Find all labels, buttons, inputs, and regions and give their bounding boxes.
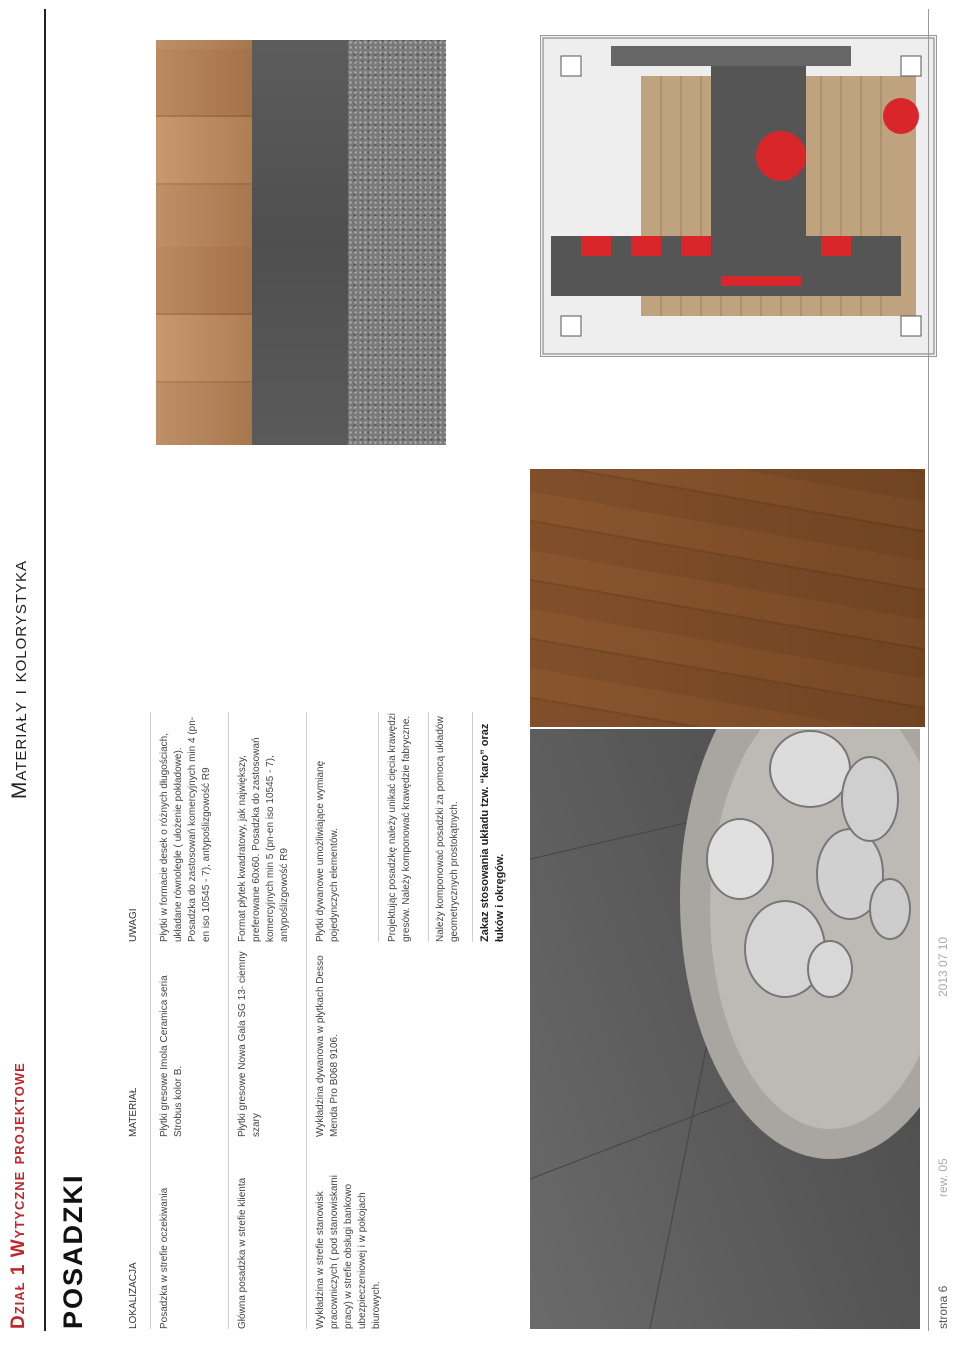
extra-note: Projektując posadzkę należy unikać cięcia krawędzi gresów. Należy komponować krawędzie fabryczne. bbox=[387, 712, 412, 942]
steel-pebble bbox=[870, 879, 910, 939]
steel-pebble bbox=[808, 941, 852, 997]
notes-cell: Płytki dywanowe umożliwiające wymianę pojedynczych elementów. bbox=[315, 760, 340, 942]
steel-pebble bbox=[707, 819, 773, 899]
revision-date: 2013 07 10 bbox=[936, 936, 950, 997]
notes-cell: Płytki w formacie desek o różnych długościach, układane równolegle ( ułożenie pokładowe). Posadzka do zastosowań komercyjnych min 4 (pn-en iso 10545 - 7), antypoślizgowość R9 bbox=[159, 716, 212, 942]
section-title bbox=[8, 1062, 30, 1329]
location-cell: Posadzka w strefie oczekiwania bbox=[159, 1187, 170, 1329]
column-header-location: LOKALIZACJA bbox=[128, 1262, 139, 1329]
section-word: Dział bbox=[8, 1281, 29, 1329]
extra-note-warning: Zakaz stosowania układu tzw. “karo” oraz łuków i okręgów. bbox=[479, 723, 506, 942]
column-header-notes: UWAGI bbox=[128, 908, 139, 942]
section-name: Wytyczne projektowe bbox=[8, 1062, 29, 1258]
red-seat-marker bbox=[821, 236, 851, 256]
row-divider bbox=[428, 712, 429, 942]
tiles-photo-drawing bbox=[530, 729, 920, 1329]
page-number: strona 6 bbox=[936, 1285, 950, 1329]
dark-tile-swatch bbox=[252, 40, 348, 445]
dark-tiles-photo bbox=[530, 729, 920, 1329]
notes-cell: Format płytek kwadratowy, jak największy, preferowane 60x60. Posadzka do zastosowań komercyjnych min 5 (pn-en iso 10545 - 7), antypoślizgowość R9 bbox=[237, 737, 290, 942]
section-number: 1 bbox=[8, 1263, 29, 1276]
row-divider bbox=[150, 712, 151, 1329]
table-row bbox=[228, 729, 308, 1329]
carpet-swatch bbox=[348, 40, 446, 445]
footer-rule bbox=[928, 9, 929, 1331]
extra-notes bbox=[382, 712, 512, 942]
steel-pebble bbox=[770, 731, 850, 807]
red-seat-marker bbox=[721, 276, 801, 286]
page-title: POSADZKI bbox=[58, 1173, 88, 1329]
page-heading: Materiały i kolorystyka bbox=[8, 560, 31, 800]
red-seat-marker bbox=[681, 236, 711, 256]
row-divider bbox=[228, 712, 229, 1329]
table-row bbox=[306, 729, 382, 1329]
red-seat-marker bbox=[581, 236, 611, 256]
row-divider bbox=[306, 712, 307, 1329]
red-circle-marker bbox=[756, 131, 806, 181]
revision: rew. 05 bbox=[936, 1158, 950, 1197]
floor-plan-drawing bbox=[541, 36, 936, 356]
red-seat-marker bbox=[631, 236, 661, 256]
steel-pebble bbox=[842, 757, 898, 841]
wood-floor-photo bbox=[530, 469, 925, 727]
row-divider bbox=[472, 712, 473, 942]
header-rule bbox=[44, 9, 46, 1331]
extra-note: Należy komponować posadzki za pomocą układów geometrycznych prostokątnych. bbox=[435, 716, 460, 942]
floor-plan bbox=[540, 35, 937, 357]
row-divider bbox=[378, 712, 379, 942]
wood-tile-swatch bbox=[156, 40, 252, 445]
red-circle-marker bbox=[883, 98, 919, 134]
material-cell: Wykładzina dywanowa w płytkach Desso Menda Pro B068 9106. bbox=[315, 955, 340, 1137]
material-cell: Płytki gresowe Nowa Gala SG 13- ciemny szary bbox=[237, 951, 262, 1137]
location-cell: Wykładzina w strefie stanowisk pracowniczych ( pod stanowiskami pracy) w strefie obsługi bankowo ubezpieczeniowej i w pokojach biurowych. bbox=[315, 1175, 382, 1329]
location-cell: Główna posadzka w strefie klienta bbox=[237, 1177, 248, 1329]
column-header-material: MATERIAŁ bbox=[128, 1087, 139, 1137]
material-cell: Płytki gresowe Imola Ceramica seria Strobus kolor B. bbox=[159, 975, 184, 1137]
